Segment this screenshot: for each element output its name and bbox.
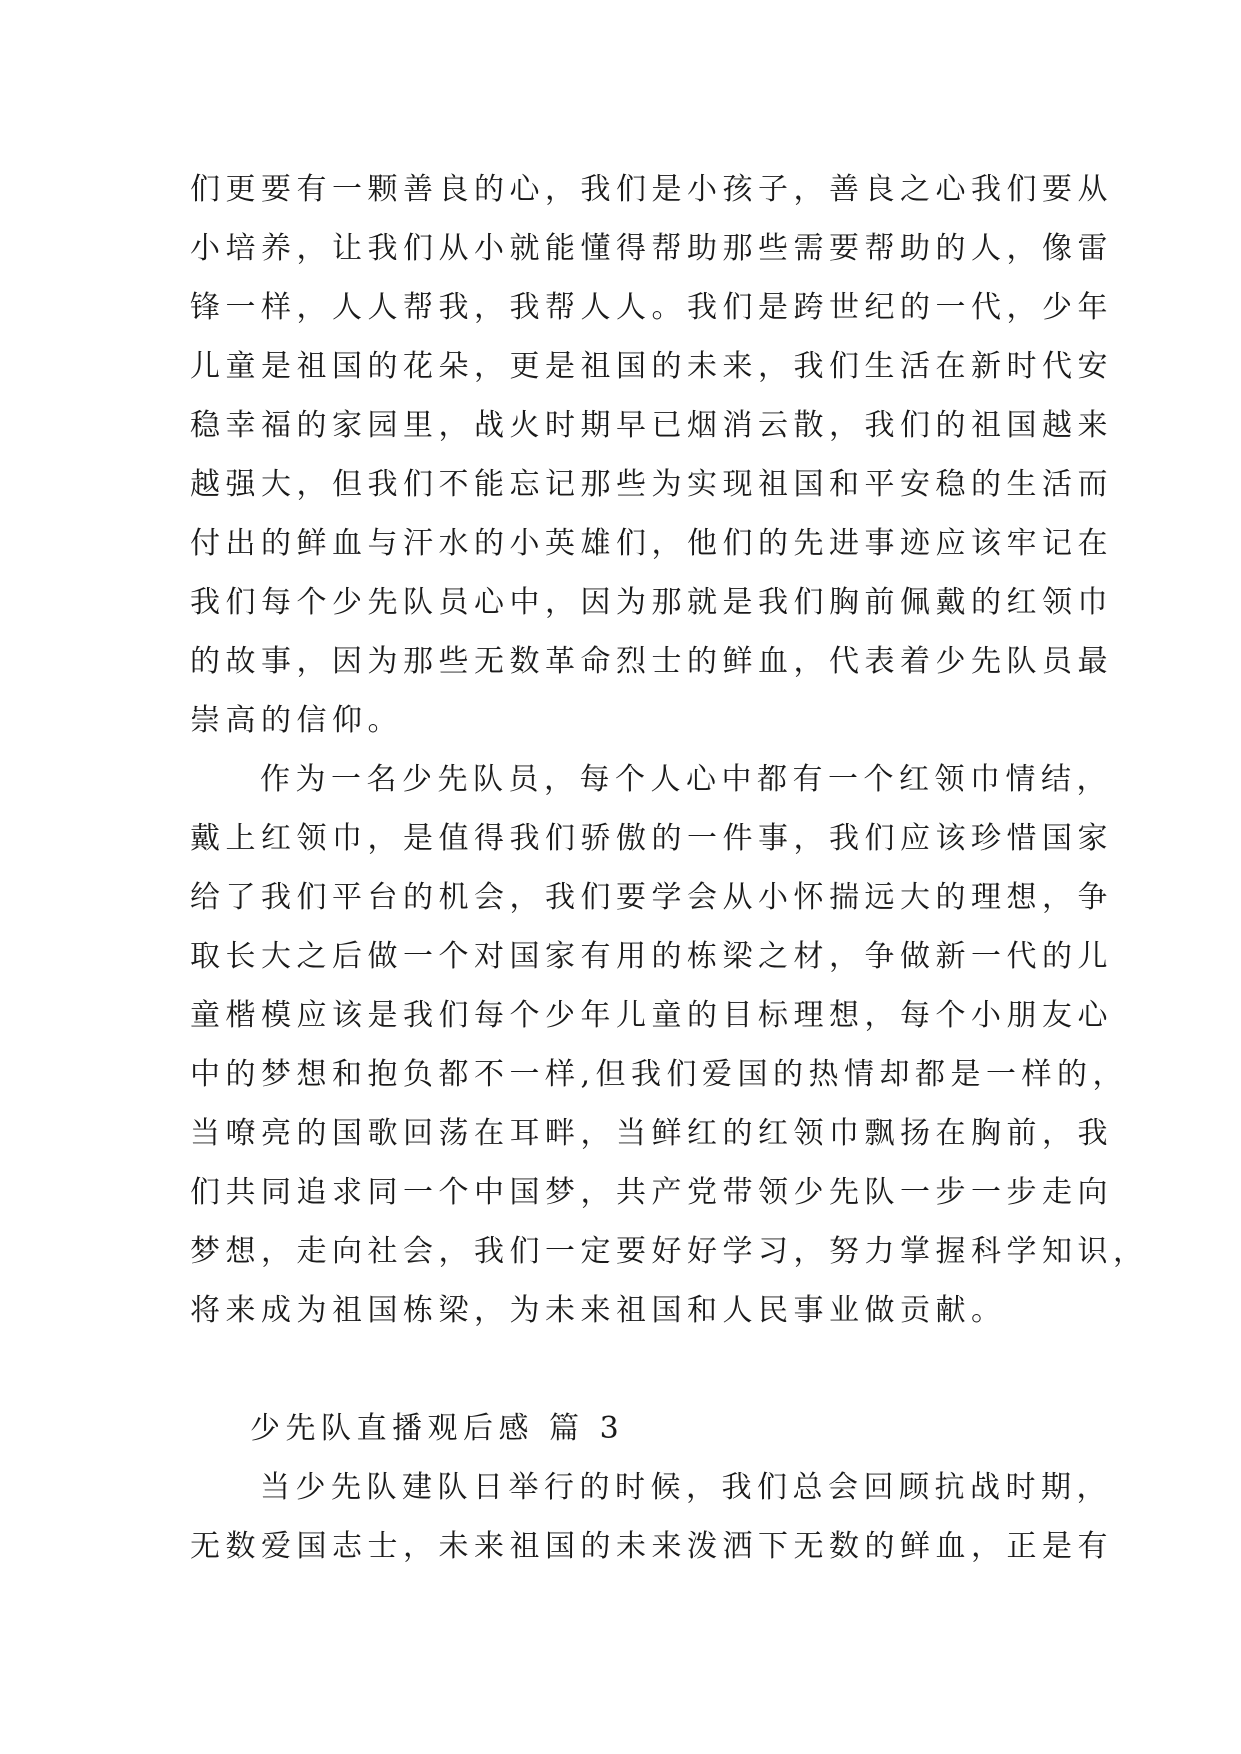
text-line: 稳幸福的家园里，战火时期早已烟消云散，我们的祖国越来 (190, 408, 1113, 443)
text-line: 梦想，走向社会，我们一定要好好学习，努力掌握科学知识， (190, 1234, 1149, 1269)
text-line: 无数爱国志士，未来祖国的未来泼洒下无数的鲜血，正是有 (190, 1529, 1113, 1564)
text-line: 付出的鲜血与汗水的小英雄们，他们的先进事迹应该牢记在 (190, 526, 1113, 561)
text-line: 们共同追求同一个中国梦，共产党带领少先队一步一步走向 (190, 1175, 1113, 1210)
text-line: 当少先队建队日举行的时候，我们总会回顾抗战时期， (260, 1470, 1112, 1505)
text-line: 取长大之后做一个对国家有用的栋梁之材，争做新一代的儿 (190, 939, 1113, 974)
paragraph-3 (190, 1458, 1113, 1576)
text-line: 作为一名少先队员，每个人心中都有一个红领巾情结， (260, 762, 1112, 797)
text-line: 小培养，让我们从小就能懂得帮助那些需要帮助的人，像雷 (190, 231, 1113, 266)
text-line: 崇高的信仰。 (190, 703, 403, 738)
text-line: 给了我们平台的机会，我们要学会从小怀揣远大的理想，争 (190, 880, 1113, 915)
text-line: 们更要有一颗善良的心，我们是小孩子，善良之心我们要从 (190, 172, 1113, 207)
text-line: 越强大，但我们不能忘记那些为实现祖国和平安稳的生活而 (190, 467, 1113, 502)
text-line: 当嘹亮的国歌回荡在耳畔，当鲜红的红领巾飘扬在胸前，我 (190, 1116, 1113, 1151)
text-line: 戴上红领巾，是值得我们骄傲的一件事，我们应该珍惜国家 (190, 821, 1113, 856)
text-line: 将来成为祖国栋梁，为未来祖国和人民事业做贡献。 (190, 1293, 1007, 1328)
document-body (190, 160, 1149, 1576)
text-line: 我们每个少先队员心中，因为那就是我们胸前佩戴的红领巾 (190, 585, 1113, 620)
paragraph-1 (190, 160, 1113, 750)
paragraph-2 (190, 750, 1149, 1340)
text-line: 中的梦想和抱负都不一样,但我们爱国的热情却都是一样的， (190, 1057, 1129, 1092)
section-heading: 少先队直播观后感 篇 3 (250, 1411, 625, 1446)
text-line: 儿童是祖国的花朵，更是祖国的未来，我们生活在新时代安 (190, 349, 1113, 384)
text-line: 的故事，因为那些无数革命烈士的鲜血，代表着少先队员最 (190, 644, 1113, 679)
text-line: 童楷模应该是我们每个少年儿童的目标理想，每个小朋友心 (190, 998, 1113, 1033)
text-line: 锋一样，人人帮我，我帮人人。我们是跨世纪的一代，少年 (190, 290, 1113, 325)
